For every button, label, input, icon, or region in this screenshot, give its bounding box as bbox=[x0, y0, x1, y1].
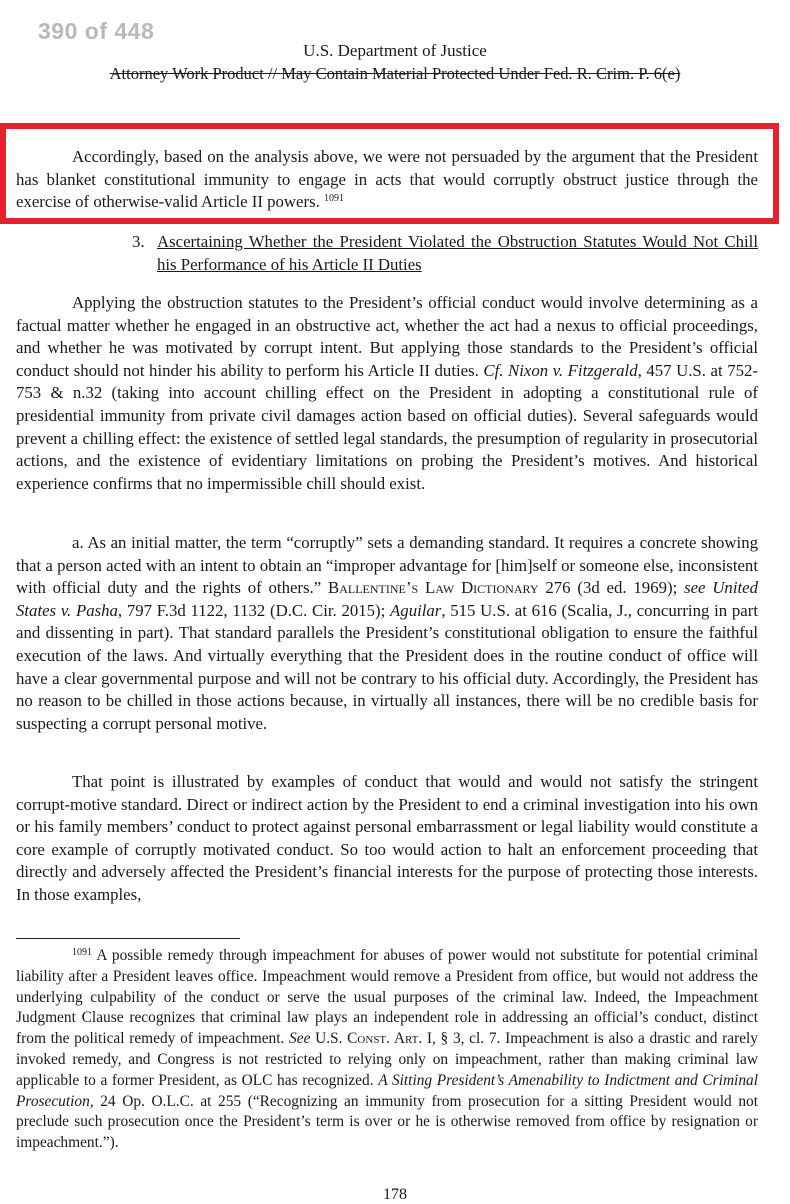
citation-aguilar: Aguilar bbox=[390, 600, 442, 620]
highlighted-paragraph-text: Accordingly, based on the analysis above, we were not persuaded by the argument that the President has blanket constitutional immunity to engage in acts that would corruptly obstruct justice through the exercise of otherwise-valid Article II powers. bbox=[16, 147, 758, 212]
citation-nixon: Cf. Nixon v. Fitzgerald bbox=[483, 360, 638, 380]
footnote-part2: I, § 3, cl. 7. Impeachment is also a drastic and rarely invoked remedy, and Congress is not restricted to relying only on impeachment, rather than making criminal law applicable to a former President, as OLC has recognized. bbox=[16, 1030, 758, 1089]
paragraph-examples: That point is illustrated by examples of conduct that would and would not satisfy the stringent corrupt-motive standard. Direct or indirect action by the President to end a criminal investigation into his own or his family members’ conduct to protect against personal embarrassment or legal liability would constitute a core example of corruptly motivated conduct. So too would action to halt an enforcement proceeding that directly and adversely affected the President’s financial interests for the purpose of protecting those interests. In those examples, bbox=[16, 772, 758, 904]
footnote-part1: A possible remedy through impeachment for abuses of power would not substitute for potential criminal liability after a President leaves office. Impeachment would remove a President from office, but would not address the underlying culpability of the conduct or serve the usual purposes of the criminal law. Indeed, the Impeachment Judgment Clause recognizes that criminal law plays an independent role in addressing an official’s conduct, distinct from the political remedy of impeachment. bbox=[16, 947, 758, 1048]
paragraph-applying-part2: , 457 U.S. at 752-753 & n.32 (taking into account chilling effect on the President in adopting a constitutional rule of presidential immunity from private civil damages action based on official duties). Several safeguards would prevent a chilling effect: the existence of settled legal standards, the presumption of regularity in prosecutorial actions, and the existence of evidentiary limitations on probing the President’s motives. And historical experience confirms that no impermissible chill should exist. bbox=[16, 360, 758, 493]
section-heading bbox=[132, 231, 758, 276]
paragraph-corruptly-part4: , 515 U.S. at 616 (Scalia, J., concurring in part and dissenting in part). That standard parallels the President’s constitutional obligation to ensure the faithful execution of the laws. And virtually everything that the President does in the routine conduct of office will have a clear governmental purpose and will not be contrary to his official duty. Accordingly, the President has no reason to be chilled in those actions because, in virtually all instances, there will be no credible basis for suspecting a corrupt personal motive. bbox=[16, 600, 758, 733]
footnote-divider bbox=[16, 938, 240, 939]
citation-pasha: see United States v. Pasha bbox=[16, 578, 758, 620]
page-number: 178 bbox=[383, 1186, 407, 1203]
footnote-reference: 1091 bbox=[324, 193, 345, 205]
citation-ballentine: Ballentine’s Law Dictionary bbox=[328, 578, 539, 598]
footnote-1091 bbox=[16, 946, 758, 1154]
paragraph-corruptly-part3: , 797 F.3d 1122, 1132 (D.C. Cir. 2015); bbox=[117, 600, 391, 620]
footnote-constitution-cite: U.S. Const. Art. bbox=[310, 1030, 423, 1048]
paragraph-applying-statutes bbox=[16, 292, 758, 495]
highlighted-paragraph bbox=[16, 146, 758, 214]
section-heading-text: Ascertaining Whether the President Violated the Obstruction Statutes Would Not Chill his Performance of his Article II Duties bbox=[157, 232, 758, 274]
section-number: 3. bbox=[132, 232, 145, 251]
footnote-see: See bbox=[289, 1030, 311, 1048]
work-product-marking: Attorney Work Product // May Contain Material Protected Under Fed. R. Crim. P. 6(e) bbox=[109, 64, 681, 83]
paragraph-applying-part1: Applying the obstruction statutes to the President’s official conduct would involve determining as a factual matter whether he engaged in an obstructive act, whether the act had a nexus to official proceedings, and whether he was motivated by corrupt intent. But applying those standards to the President’s official conduct should not hinder his ability to perform his Article II duties. bbox=[16, 293, 758, 380]
footnote-part3: , 24 Op. O.L.C. at 255 (“Recognizing an immunity from prosecution for a sitting President would not preclude such prosecution once the President’s term is over or he is otherwise removed from office by resignation or impeachment.”). bbox=[16, 1092, 758, 1152]
document-header-title: U.S. Department of Justice bbox=[303, 41, 487, 60]
paragraph-corruptly-part1: a. As an initial matter, the term “corruptly” sets a demanding standard. It requires a concrete showing that a person acted with an intent to obtain an “improper advantage for [him]self or someone else, inconsistent with official duty and the rights of others.” bbox=[16, 533, 758, 598]
paragraph-corruptly-standard bbox=[16, 532, 758, 735]
footnote-olc-title: A Sitting President’s Amenability to Indictment and Criminal Prosecution bbox=[16, 1071, 758, 1110]
page-counter: 390 of 448 bbox=[38, 18, 155, 44]
footnote-number: 1091 bbox=[72, 947, 92, 958]
paragraph-corruptly-part2: 276 (3d ed. 1969); bbox=[538, 578, 685, 598]
